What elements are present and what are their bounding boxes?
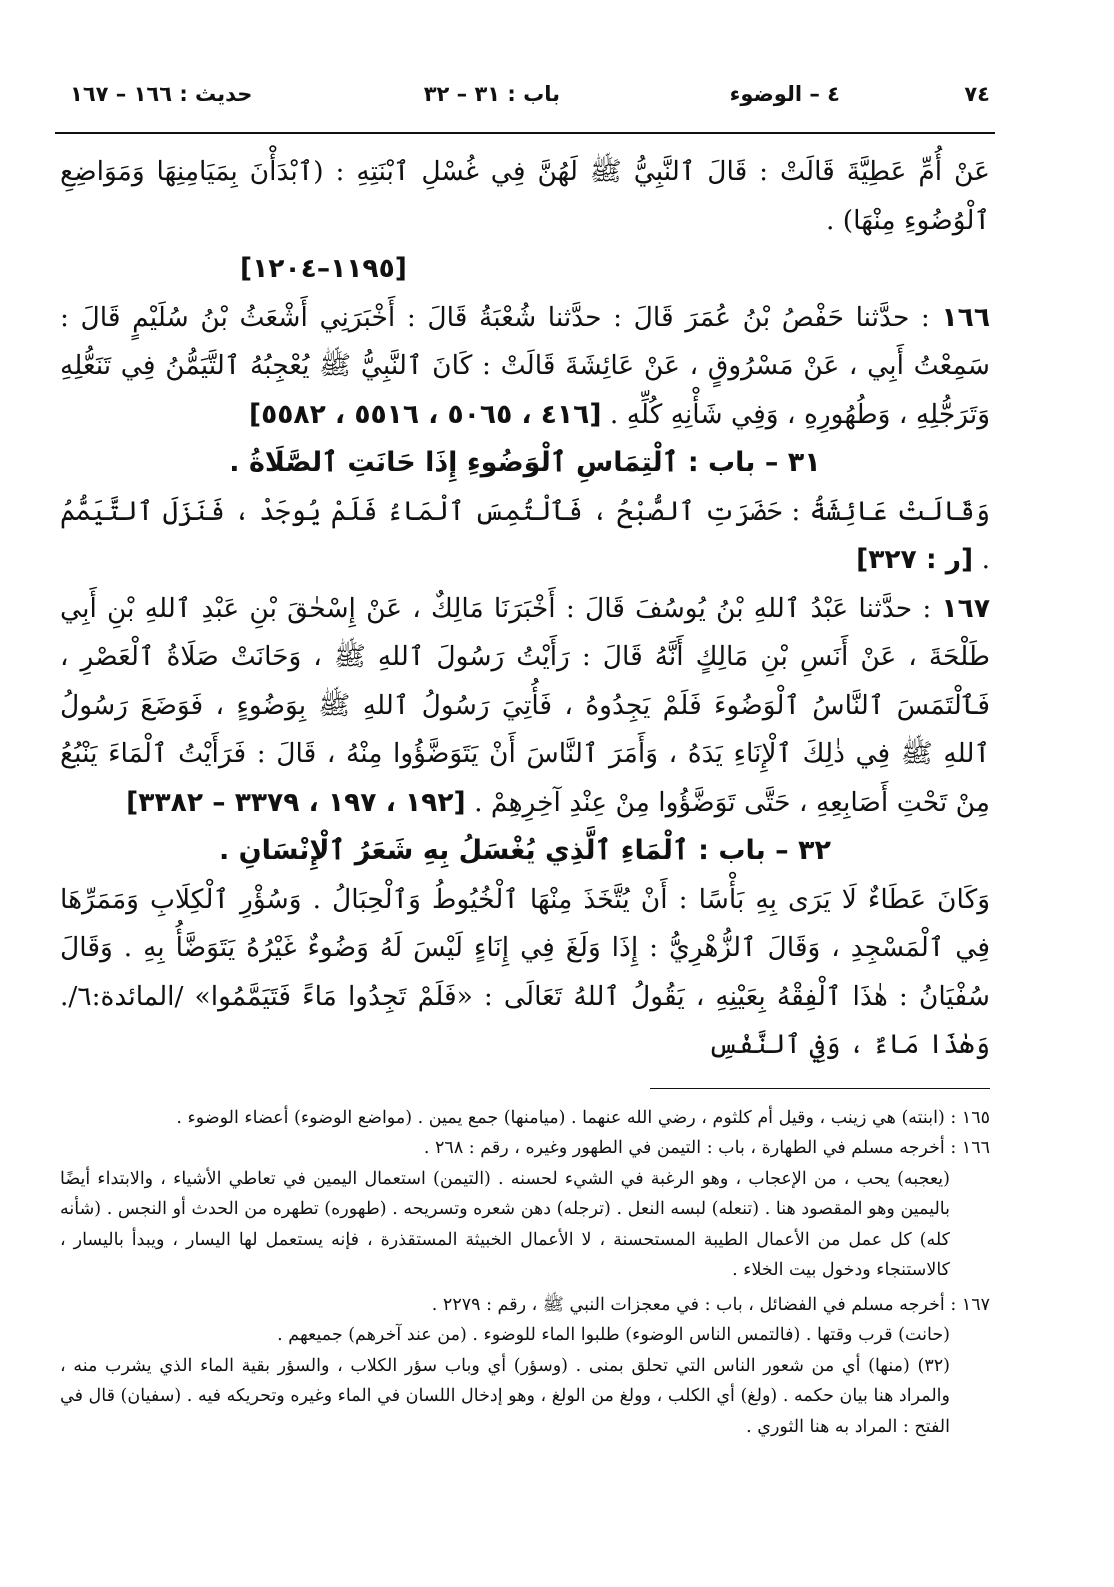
hadith-range: حديث : ١٦٦ – ١٦٧ xyxy=(70,82,253,106)
book-title: ٤ – الوضوء xyxy=(729,82,840,106)
footnote-167: ١٦٧ : أخرجه مسلم في الفضائل ، باب : في معجزات النبي ﷺ ، رقم : ٢٢٧٩ . xyxy=(431,1294,990,1315)
chapter-heading-31: ٣١ – باب : ٱلْتِمَاسِ ٱلْوَضُوءِ إِذَا حَانَتِ ٱلصَّلَاةُ . xyxy=(229,447,821,478)
footnote-32: (٣٢) (منها) أي من شعور الناس التي تحلق بمنى . (وسؤر) أي وباب سؤر الكلاب ، والسؤر بقية الماء الذي يشرب منه ، والمراد هنا بيان حكمه . (ولغ) أي الكلب ، وولغ من الولغ ، وهو إدخال اللسان في الماء وغيره وتحريكه فيه . (سفيان) قال في الفتح : المراد به هنا الثوري . xyxy=(60,1355,950,1437)
header-divider xyxy=(55,132,995,134)
chapter-range: باب : ٣١ – ٣٢ xyxy=(423,82,560,106)
cross-reference: [ر : ٣٢٧] xyxy=(856,544,974,575)
paragraph-text: عَنْ أُمِّ عَطِيَّةَ قَالَتْ : قَالَ ٱلنَّبِيُّ ﷺ لَهُنَّ فِي غُسْلِ ٱبْنَتِهِ : (ٱبْدَأْنَ بِمَيَامِنِهَا وَمَوَاضِعِ ٱلْوُضُوءِ مِنْهَا) . xyxy=(60,156,990,236)
footnote-166: ١٦٦ : أخرجه مسلم في الطهارة ، باب : التيمن في الطهور وغيره ، رقم : ٢٦٨ . xyxy=(423,1138,990,1158)
hadith-167 xyxy=(60,585,990,828)
paragraph-ata: وَكَانَ عَطَاءٌ لَا يَرَى بِهِ بَأْسًا : أَنْ يُتَّخَذَ مِنْهَا ٱلْخُيُوطُ وَٱلْحِبَالُ . وَسُؤْرِ ٱلْكِلَابِ وَمَمَرِّهَا فِي ٱلْمَسْجِدِ ، وَقَالَ ٱلزُّهْرِيُّ : إِذَا وَلَغَ فِي إِنَاءٍ لَيْسَ لَهُ وَضُوءٌ غَيْرُهُ يَتَوَضَّأُ بِهِ . وَقَالَ سُفْيَانُ : هٰذَا ٱلْفِقْهُ بِعَيْنِهِ ، يَقُولُ ٱللهُ تَعَالَى : «فَلَمْ تَجِدُوا مَاءً فَتَيَمَّمُوا» /المائدة:٦/. وَهٰذَا مَاءٌ ، وَفِي ٱلنَّفْسِ xyxy=(60,883,990,1060)
footnote-165: ١٦٥ : (ابنته) هي زينب ، وقيل أم كلثوم ، رضي الله عنهما . (ميامنها) جمع يمين . (مواضع الوضوء) أعضاء الوضوء . xyxy=(176,1107,990,1128)
cross-reference: [١١٩٥–١٢٠٤] xyxy=(240,253,407,284)
footnotes xyxy=(60,1103,990,1443)
hadith-text: : حدَّثنا عَبْدُ ٱللهِ بْنُ يُوسُفَ قَالَ : أَخْبَرَنَا مَالِكٌ ، عَنْ إِسْحٰقَ بْنِ عَبْدِ ٱللهِ بْنِ أَبِي طَلْحَةَ ، عَنْ أَنَسِ بْنِ مَالِكٍ أَنَّهُ قَالَ : رَأَيْتُ رَسُولَ ٱللهِ ﷺ ، وَحَانَتْ صَلَاةُ ٱلْعَصْرِ ، فَٱلْتَمَسَ ٱلنَّاسُ ٱلْوَضُوءَ فَلَمْ يَجِدُوهُ ، فَأُتِيَ رَسُولُ ٱللهِ ﷺ بِوَضُوءٍ ، فَوَضَعَ رَسُولُ ٱللهِ ﷺ فِي ذٰلِكَ ٱلْإِنَاءِ يَدَهُ ، وَأَمَرَ ٱلنَّاسَ أَنْ يَتَوَضَّؤُوا مِنْهُ ، قَالَ : فَرَأَيْتُ ٱلْمَاءَ يَنْبُعُ مِنْ تَحْتِ أَصَابِعِهِ ، حَتَّى تَوَضَّؤُوا مِنْ عِنْدِ آخِرِهِمْ . xyxy=(60,592,991,818)
footnote-167-glossary: (حانت) قرب وقتها . (فالتمس الناس الوضوء) طلبوا الماء للوضوء . (من عند آخرهم) جميعهم . xyxy=(277,1325,950,1345)
page-number: ٧٤ xyxy=(964,82,990,106)
running-header xyxy=(60,70,990,114)
cross-reference: [١٩٢ ، ١٩٧ ، ٣٣٧٩ – ٣٣٨٢] xyxy=(126,786,466,818)
hadith-text: : حدَّثنا حَفْصُ بْنُ عُمَرَ قَالَ : حدَّثنا شُعْبَةُ قَالَ : أَخْبَرَنِي أَشْعَثُ بْنُ سُلَيْمٍ قَالَ : سَمِعْتُ أَبِي ، عَنْ مَسْرُوقٍ ، عَنْ عَائِشَةَ قَالَتْ : كَانَ ٱلنَّبِيُّ ﷺ يُعْجِبُهُ ٱلتَّيَمُّنُ فِي تَنَعُّلِهِ وَتَرَجُّلِهِ ، وَطُهُورِهِ ، وَفِي شَأْنِهِ كُلِّهِ . xyxy=(60,301,990,430)
hadith-166 xyxy=(60,294,990,440)
hadith-number: ١٦٧ xyxy=(941,592,990,624)
paragraph-text: وَقَالَتْ عَائِشَةُ : حَضَرَتِ ٱلصُّبْحُ ، فَٱلْتُمِسَ ٱلْمَاءُ فَلَمْ يُوجَدْ ، فَنَزَلَ ٱلتَّيَمُّمُ . xyxy=(60,495,990,575)
paragraph-umm-atiyya xyxy=(60,148,990,294)
chapter-heading-32: ٣٢ – باب : ٱلْمَاءِ ٱلَّذِي يُغْسَلُ بِهِ شَعَرُ ٱلْإِنْسَانِ . xyxy=(218,835,831,866)
cross-reference: [٤١٦ ، ٥٠٦٥ ، ٥٥١٦ ، ٥٥٨٢] xyxy=(248,398,602,430)
footnote-divider xyxy=(650,1088,990,1089)
hadith-number: ١٦٦ xyxy=(941,301,990,333)
book-page xyxy=(60,70,990,1442)
paragraph-aisha xyxy=(60,488,990,585)
main-text xyxy=(60,148,990,1070)
footnote-166-glossary: (يعجبه) يحب ، من الإعجاب ، وهو الرغبة في الشيء لحسنه . (التيمن) استعمال اليمين في تعاطي الأشياء ، والابتداء أيضًا باليمين وهو المقصود هنا . (تنعله) لبسه النعل . (ترجله) دهن شعره وتسريحه . (طهوره) تطهره من الحدث أو النجس . (شأنه كله) كل عمل من الأعمال الطيبة المستحسنة ، لا الأعمال الخبيثة المستقذرة ، فإنه يستعمل لها اليسار ، ويبدأ باليسار ، كالاستنجاء ودخول بيت الخلاء . xyxy=(60,1168,950,1280)
